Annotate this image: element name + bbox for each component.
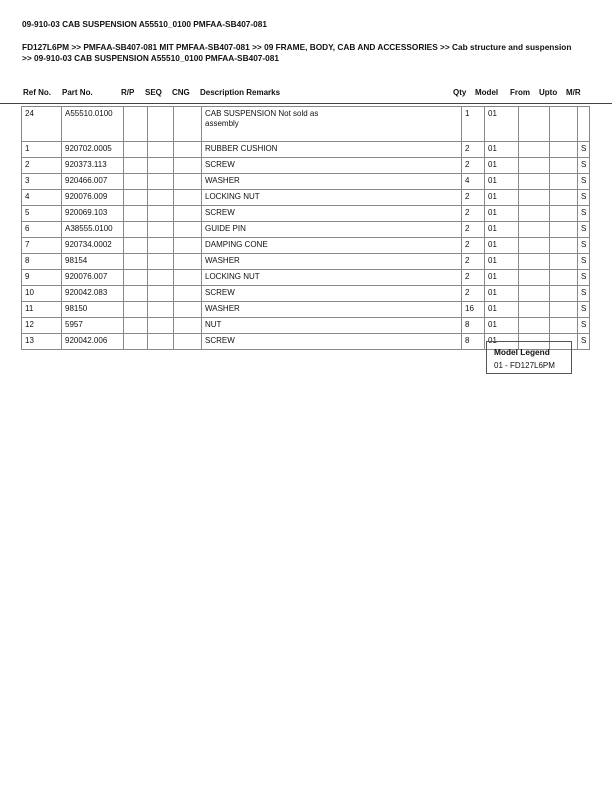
table-row [22, 318, 590, 334]
table-row [22, 286, 590, 302]
table-row [22, 190, 590, 206]
table-cell: 01 [485, 254, 519, 270]
table-cell: 98150 [62, 302, 124, 318]
table-cell: 01 [485, 190, 519, 206]
column-header: Model [475, 88, 499, 97]
table-cell [124, 107, 148, 142]
table-cell: S [578, 206, 590, 222]
model-legend [486, 341, 572, 374]
table-cell [519, 222, 550, 238]
table-cell [148, 270, 174, 286]
table-cell: 01 [485, 286, 519, 302]
table-cell [519, 318, 550, 334]
table-cell [148, 174, 174, 190]
table-cell [148, 302, 174, 318]
table-cell [550, 318, 578, 334]
table-cell: 01 [485, 270, 519, 286]
table-cell: 24 [22, 107, 62, 142]
table-cell [550, 254, 578, 270]
table-cell [519, 174, 550, 190]
table-row [22, 142, 590, 158]
table-cell [174, 222, 202, 238]
table-cell [550, 206, 578, 222]
table-cell [124, 158, 148, 174]
column-header: R/P [121, 88, 135, 97]
column-header: SEQ [145, 88, 162, 97]
table-cell: SCREW [202, 206, 462, 222]
table-row [22, 254, 590, 270]
table-cell [550, 174, 578, 190]
page-title: 09-910-03 CAB SUSPENSION A55510_0100 PMFAA-SB407-081 [22, 19, 268, 29]
table-cell: 7 [22, 238, 62, 254]
table-cell: 920042.083 [62, 286, 124, 302]
table-cell: WASHER [202, 254, 462, 270]
table-cell: 2 [462, 238, 485, 254]
table-cell [550, 270, 578, 286]
table-cell [519, 142, 550, 158]
table-cell [148, 206, 174, 222]
table-cell [519, 254, 550, 270]
table-cell [124, 206, 148, 222]
column-header: Part No. [62, 88, 93, 97]
table-row [22, 238, 590, 254]
table-cell [519, 302, 550, 318]
table-cell [124, 238, 148, 254]
table-cell: SCREW [202, 334, 462, 350]
table-cell: 920042.006 [62, 334, 124, 350]
table-cell [550, 107, 578, 142]
table-cell: 10 [22, 286, 62, 302]
table-cell [124, 222, 148, 238]
table-row [22, 302, 590, 318]
table-cell [519, 270, 550, 286]
model-legend-entry: 01 - FD127L6PM [494, 361, 555, 370]
table-cell: 920076.007 [62, 270, 124, 286]
table-cell [148, 158, 174, 174]
model-legend-title: Model Legend [494, 347, 550, 357]
table-cell: S [578, 286, 590, 302]
table-cell [550, 142, 578, 158]
table-cell [124, 254, 148, 270]
table-cell [519, 286, 550, 302]
breadcrumb: FD127L6PM >> PMFAA-SB407-081 MIT PMFAA-SB407-081 >> 09 FRAME, BODY, CAB AND ACCESSORIES >> Cab structure and suspension >> 09-910-03 CAB SUSPENSION A55510_0100 PMFAA-SB407-081 [22, 42, 572, 63]
table-cell: 2 [462, 158, 485, 174]
table-cell: 2 [22, 158, 62, 174]
table-cell [174, 174, 202, 190]
table-cell [124, 174, 148, 190]
table-cell: S [578, 270, 590, 286]
table-cell: 01 [485, 206, 519, 222]
table-cell: 6 [22, 222, 62, 238]
table-cell [550, 158, 578, 174]
table-cell [124, 302, 148, 318]
table-cell: 2 [462, 206, 485, 222]
table-cell: 8 [462, 334, 485, 350]
table-cell [148, 334, 174, 350]
table-cell [519, 190, 550, 206]
table-cell: 9 [22, 270, 62, 286]
table-cell: S [578, 174, 590, 190]
table-cell [174, 142, 202, 158]
table-cell: 01 [485, 222, 519, 238]
table-cell: 13 [22, 334, 62, 350]
table-cell [148, 238, 174, 254]
table-cell [174, 254, 202, 270]
parts-table [21, 106, 590, 350]
table-cell: 2 [462, 190, 485, 206]
table-cell [578, 107, 590, 142]
table-cell [519, 107, 550, 142]
table-cell: 920069.103 [62, 206, 124, 222]
table-row [22, 206, 590, 222]
table-cell [148, 107, 174, 142]
table-cell [174, 286, 202, 302]
table-cell: 920702.0005 [62, 142, 124, 158]
table-cell: SCREW [202, 286, 462, 302]
table-cell [148, 142, 174, 158]
table-cell [148, 254, 174, 270]
table-cell: 4 [22, 190, 62, 206]
table-row [22, 270, 590, 286]
table-cell: 8 [22, 254, 62, 270]
column-header: M/R [566, 88, 581, 97]
table-cell: 5957 [62, 318, 124, 334]
table-cell: 12 [22, 318, 62, 334]
table-cell: 920734.0002 [62, 238, 124, 254]
table-cell: S [578, 222, 590, 238]
table-cell [124, 142, 148, 158]
table-cell: S [578, 334, 590, 350]
table-cell [174, 270, 202, 286]
table-cell: A55510.0100 [62, 107, 124, 142]
table-cell [148, 318, 174, 334]
table-cell: 16 [462, 302, 485, 318]
table-row [22, 158, 590, 174]
table-cell [148, 286, 174, 302]
table-cell [550, 190, 578, 206]
table-row [22, 107, 590, 142]
table-cell [174, 238, 202, 254]
table-cell: S [578, 190, 590, 206]
table-cell: S [578, 318, 590, 334]
table-cell: RUBBER CUSHION [202, 142, 462, 158]
table-cell: A38555.0100 [62, 222, 124, 238]
table-cell: WASHER [202, 174, 462, 190]
table-cell [124, 190, 148, 206]
table-cell [174, 334, 202, 350]
table-cell [174, 190, 202, 206]
table-cell: WASHER [202, 302, 462, 318]
table-cell: 01 [485, 318, 519, 334]
column-header: From [510, 88, 530, 97]
table-cell: DAMPING CONE [202, 238, 462, 254]
table-cell: 01 [485, 334, 519, 350]
table-cell [519, 238, 550, 254]
table-cell: S [578, 158, 590, 174]
table-cell: CAB SUSPENSION Not sold as assembly [202, 107, 462, 142]
table-cell: 920466.007 [62, 174, 124, 190]
table-cell: 1 [462, 107, 485, 142]
table-cell [148, 222, 174, 238]
table-cell [124, 270, 148, 286]
table-cell: 01 [485, 174, 519, 190]
table-cell [174, 107, 202, 142]
table-cell: 920076.009 [62, 190, 124, 206]
table-cell: GUIDE PIN [202, 222, 462, 238]
table-cell [550, 222, 578, 238]
column-header: Ref No. [23, 88, 51, 97]
table-cell: S [578, 238, 590, 254]
table-cell: 01 [485, 302, 519, 318]
table-cell: S [578, 254, 590, 270]
table-cell [519, 158, 550, 174]
table-cell: 01 [485, 142, 519, 158]
table-cell [124, 318, 148, 334]
table-cell [124, 286, 148, 302]
table-cell [148, 190, 174, 206]
table-cell: S [578, 142, 590, 158]
table-cell [550, 238, 578, 254]
table-cell: 2 [462, 286, 485, 302]
column-header: Description Remarks [200, 88, 281, 97]
table-cell: 2 [462, 270, 485, 286]
table-cell [174, 302, 202, 318]
table-cell [174, 206, 202, 222]
table-cell [124, 334, 148, 350]
column-header: CNG [172, 88, 190, 97]
column-header: Qty [453, 88, 467, 97]
table-cell: 2 [462, 254, 485, 270]
table-cell: 98154 [62, 254, 124, 270]
table-row [22, 174, 590, 190]
column-header: Upto [539, 88, 558, 97]
table-cell: LOCKING NUT [202, 270, 462, 286]
table-cell [550, 286, 578, 302]
table-cell: 1 [22, 142, 62, 158]
table-cell: 4 [462, 174, 485, 190]
header-divider [0, 103, 612, 104]
table-cell: 2 [462, 142, 485, 158]
table-cell: 01 [485, 238, 519, 254]
table-cell: 01 [485, 107, 519, 142]
table-cell [519, 206, 550, 222]
table-cell [174, 318, 202, 334]
table-cell: LOCKING NUT [202, 190, 462, 206]
table-cell [174, 158, 202, 174]
table-cell: 2 [462, 222, 485, 238]
table-cell: 11 [22, 302, 62, 318]
table-cell: 920373.113 [62, 158, 124, 174]
table-cell: 5 [22, 206, 62, 222]
table-cell: 3 [22, 174, 62, 190]
table-cell: 01 [485, 158, 519, 174]
table-cell: S [578, 302, 590, 318]
table-cell: 8 [462, 318, 485, 334]
table-cell [550, 302, 578, 318]
table-row [22, 222, 590, 238]
table-cell: SCREW [202, 158, 462, 174]
table-cell: NUT [202, 318, 462, 334]
